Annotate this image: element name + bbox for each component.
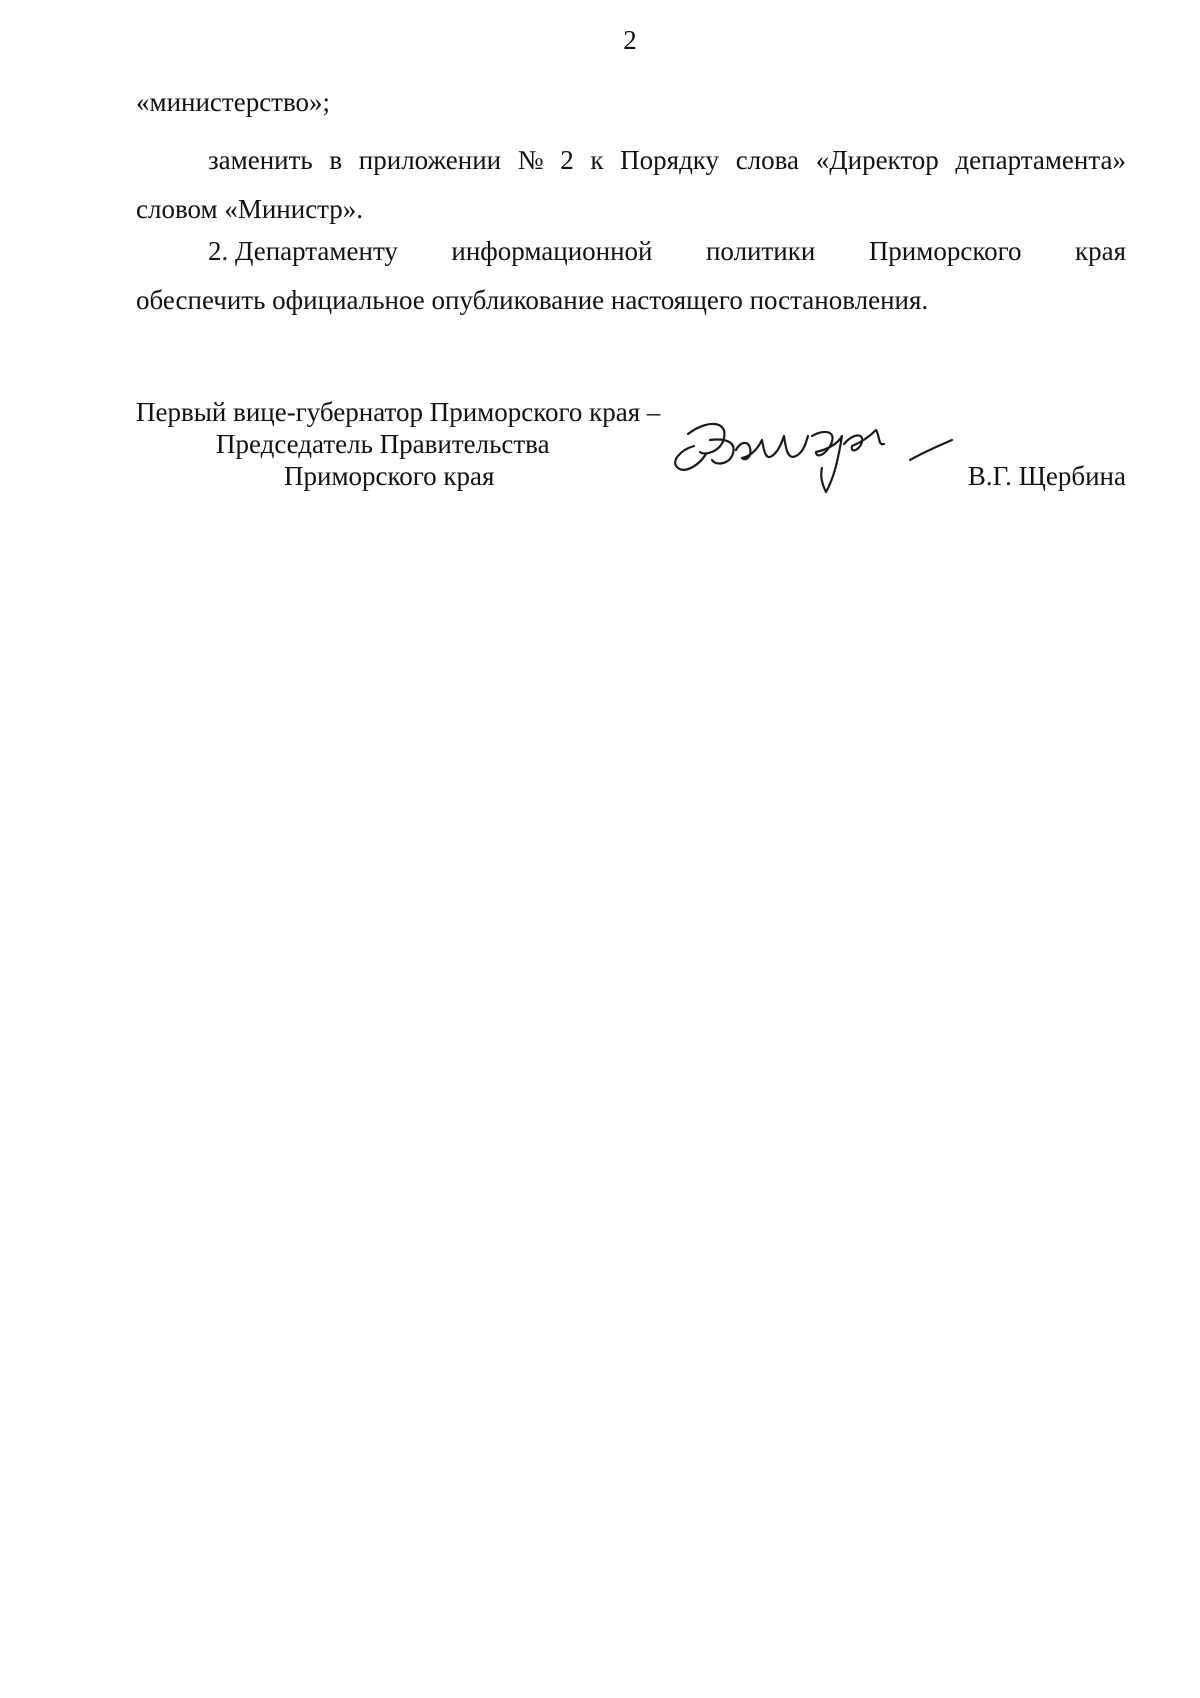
text-line: «министерство»; (136, 87, 331, 117)
signatory-title-line-2: Председатель Правительства (216, 429, 550, 459)
word: 2 (560, 145, 574, 175)
word: заменить (208, 145, 313, 175)
word: Приморского (868, 236, 1022, 266)
word: политики (705, 236, 816, 266)
word: департамента» (955, 145, 1126, 175)
paragraph-publication (136, 227, 1126, 325)
justified-line (136, 136, 1126, 185)
word: края (1074, 236, 1126, 266)
paragraph-continuation (136, 78, 1126, 127)
word: № (517, 145, 544, 175)
word: информационной (451, 236, 653, 266)
word: слова (735, 145, 800, 175)
word: 2. Департаменту (208, 236, 398, 266)
paragraph-replace-appendix (136, 136, 1126, 234)
signatory-title-line-3: Приморского края (284, 461, 495, 491)
word: к (590, 145, 604, 175)
word: приложении (358, 145, 502, 175)
text-line: словом «Министр». (136, 194, 364, 224)
handwritten-signature (666, 406, 956, 516)
word: «Директор (815, 145, 939, 175)
text-line: обеспечить официальное опубликование настоящего постановления. (136, 285, 929, 315)
word: в (329, 145, 343, 175)
signatory-name: В.Г. Щербина (967, 461, 1126, 491)
word: Порядку (620, 145, 720, 175)
signatory-title-line-1: Первый вице-губернатор Приморского края – (136, 397, 661, 427)
signature-block (136, 396, 1126, 516)
page-number: 2 (623, 25, 637, 55)
justified-line (136, 227, 1126, 276)
